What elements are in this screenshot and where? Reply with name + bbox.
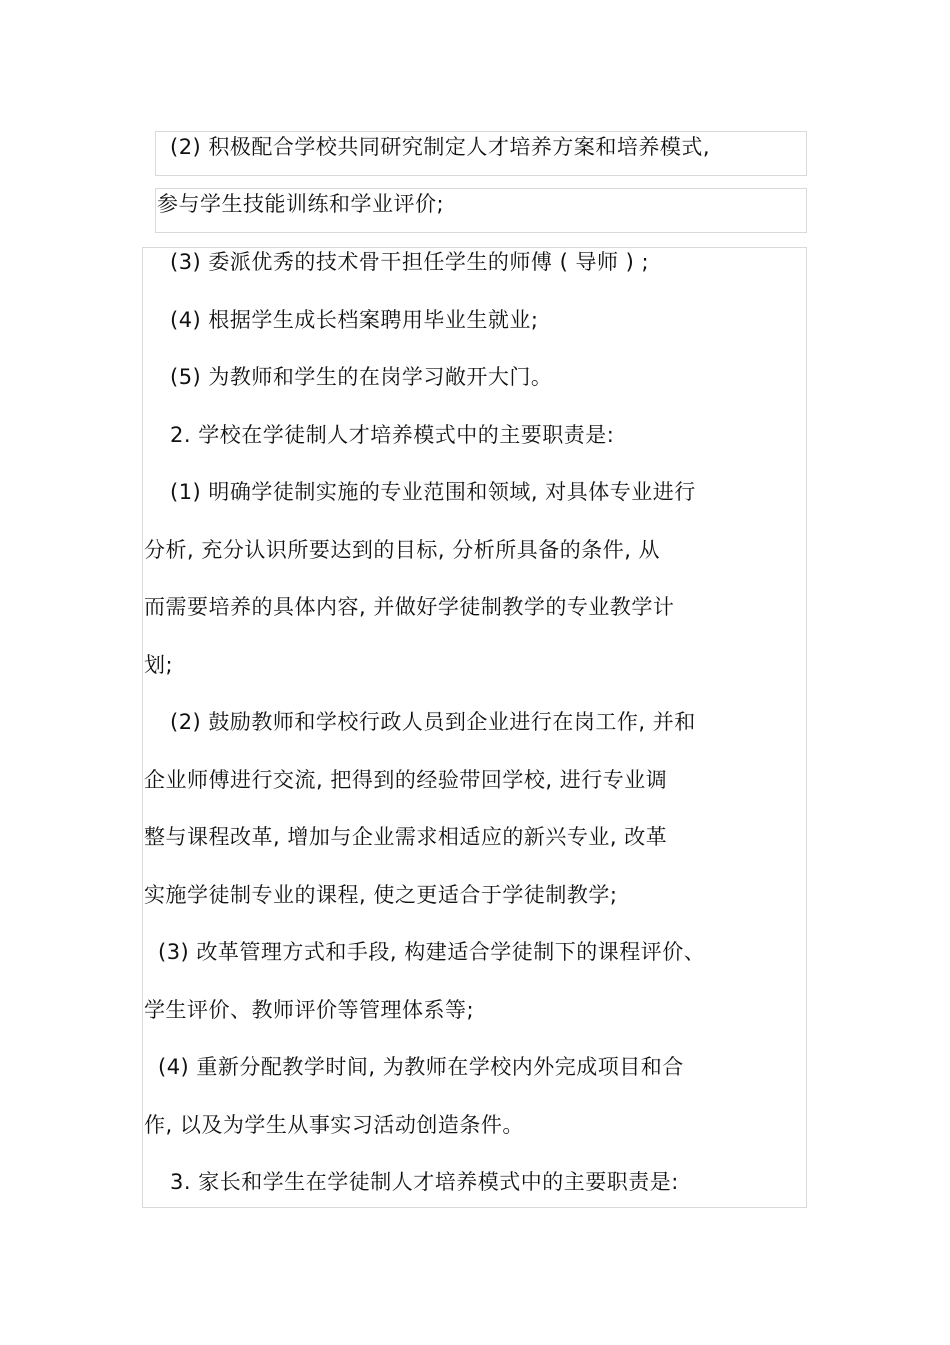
paragraph-line: 学生评价、教师评价等管理体系等; [144, 998, 475, 1022]
paragraph-line: 参与学生技能训练和学业评价; [157, 192, 445, 216]
paragraph-line: (2) 积极配合学校共同研究制定人才培养方案和培养模式, [170, 135, 711, 159]
paragraph-line: 实施学徒制专业的课程, 使之更适合于学徒制教学; [144, 883, 618, 907]
paragraph-line: (5) 为教师和学生的在岗学习敞开大门。 [170, 365, 553, 389]
paragraph-line: (2) 鼓励教师和学校行政人员到企业进行在岗工作, 并和 [170, 710, 696, 734]
paragraph-line: 企业师傅进行交流, 把得到的经验带回学校, 进行专业调 [144, 768, 668, 792]
paragraph-line: (3) 改革管理方式和手段, 构建适合学徒制下的课程评价、 [158, 940, 706, 964]
paragraph-line: (4) 根据学生成长档案聘用毕业生就业; [170, 308, 539, 332]
paragraph-line: (3) 委派优秀的技术骨干担任学生的师傅 ( 导师 ) ; [170, 250, 650, 274]
paragraph-line: (1) 明确学徒制实施的专业范围和领域, 对具体专业进行 [170, 480, 696, 504]
paragraph-line: 整与课程改革, 增加与企业需求相适应的新兴专业, 改革 [144, 825, 668, 849]
section-heading: 3. 家长和学生在学徒制人才培养模式中的主要职责是: [170, 1170, 679, 1194]
paragraph-line: (4) 重新分配教学时间, 为教师在学校内外完成项目和合 [158, 1055, 684, 1079]
paragraph-line: 而需要培养的具体内容, 并做好学徒制教学的专业教学计 [144, 595, 675, 619]
section-heading: 2. 学校在学徒制人才培养模式中的主要职责是: [170, 423, 615, 447]
paragraph-line: 分析, 充分认识所要达到的目标, 分析所具备的条件, 从 [144, 538, 661, 562]
paragraph-line: 作, 以及为学生从事实习活动创造条件。 [144, 1113, 524, 1137]
paragraph-line: 划; [144, 653, 174, 677]
